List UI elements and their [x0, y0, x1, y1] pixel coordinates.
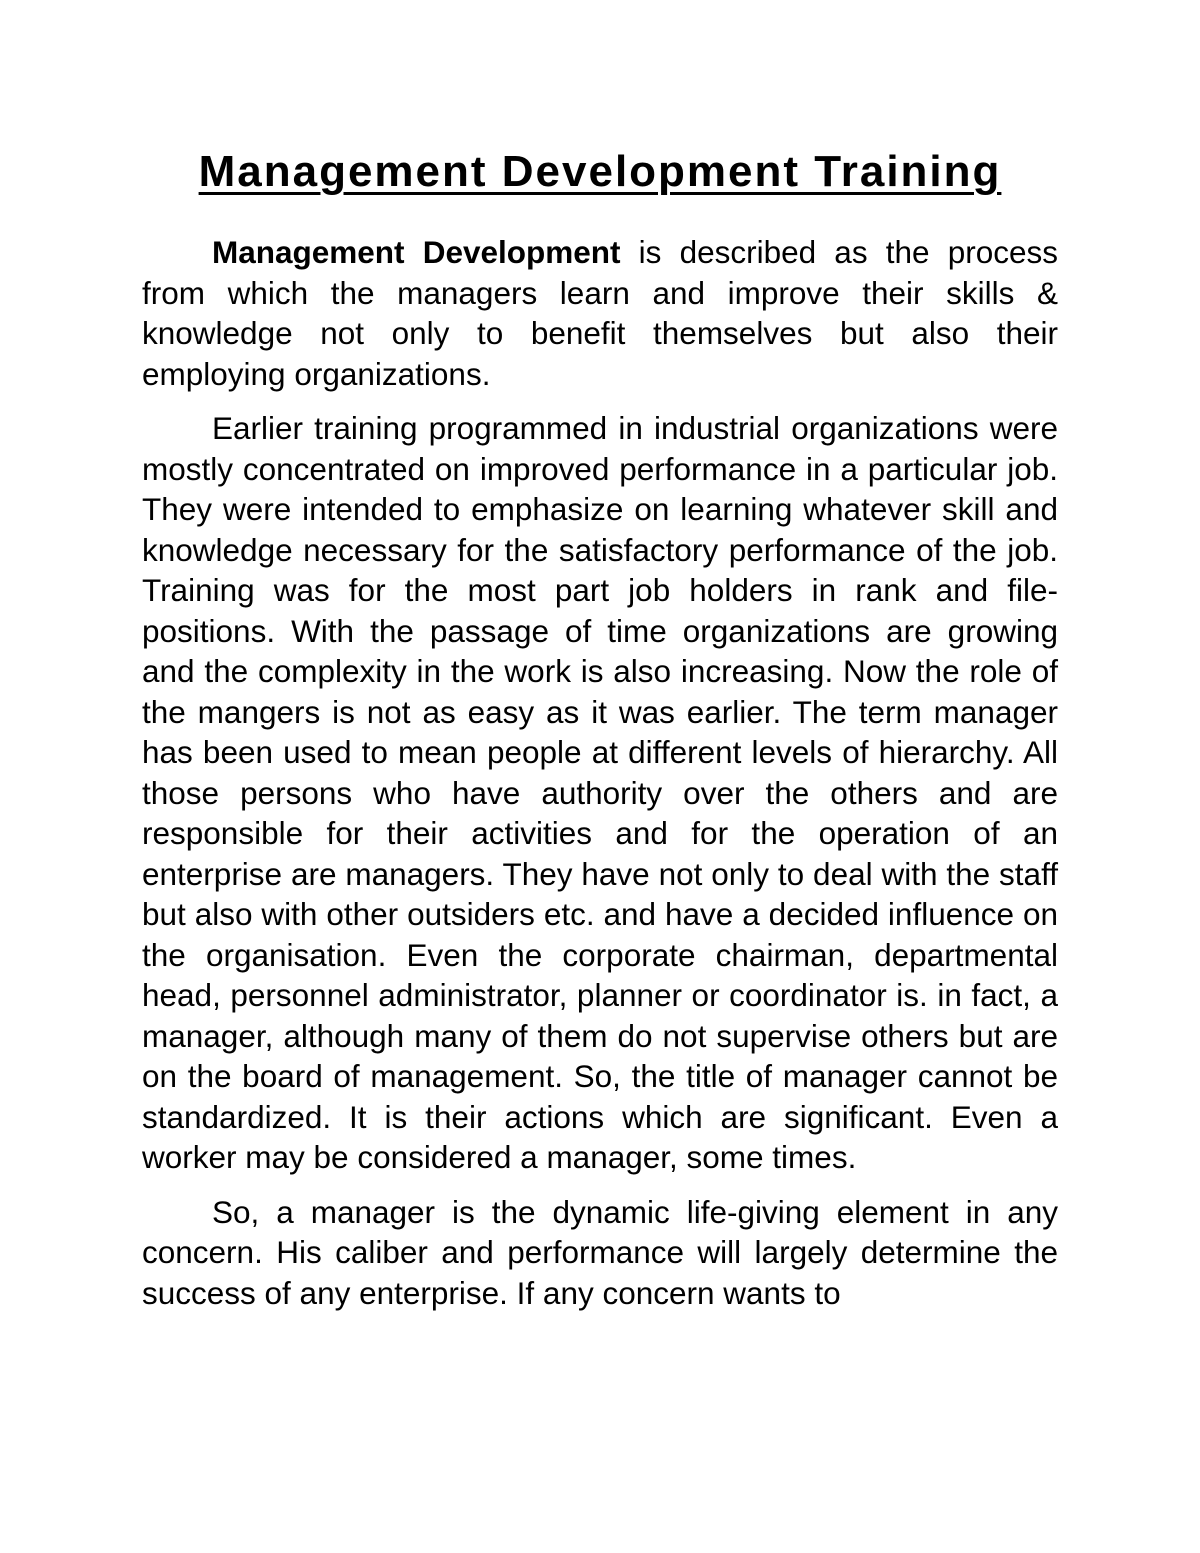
paragraph-1 [142, 232, 1058, 394]
bold-term: Management Development [212, 234, 621, 270]
document-page [142, 140, 1058, 1327]
document-title-text: Management Development Training [198, 147, 1002, 196]
paragraph-3-text: So, a manager is the dynamic life-giving element in any concern. His caliber and performance will largely determine the success of any enterprise. If any concern wants to [142, 1193, 1058, 1311]
paragraph-2-text: Earlier training programmed in industrial organizations were mostly concentrated on improved performance in a particular job. They were intended to emphasize on learning whatever skill and knowledge necessary for the satisfactory performance of the job. Training was for the most part job holders in rank and file-positions. With the passage of time organizations are growing and the complexity in the work is also increasing. Now the role of the mangers is not as easy as it was earlier. The term manager has been used to mean people at different levels of hierarchy. All those persons who have authority over the others and are responsible for their activities and for the operation of an enterprise are managers. They have not only to deal with the staff but also with other outsiders etc. and have a decided influence on the organisation. Even the corporate chairman, departmental head, personnel administrator, planner or coordinator is. in fact, a manager, although many of them do not supervise others but are on the board of management. So, the title of manager cannot be standardized. It is their actions which are significant. Even a worker may be considered a manager, some times. [142, 410, 1058, 1175]
paragraph-3 [142, 1192, 1058, 1314]
paragraph-2 [142, 408, 1058, 1178]
document-title [142, 140, 1058, 204]
paragraph-1-text: is described as the process from which the managers learn and improve their skills & knowledge not only to benefit themselves but also their employing organizations. [142, 234, 1058, 392]
